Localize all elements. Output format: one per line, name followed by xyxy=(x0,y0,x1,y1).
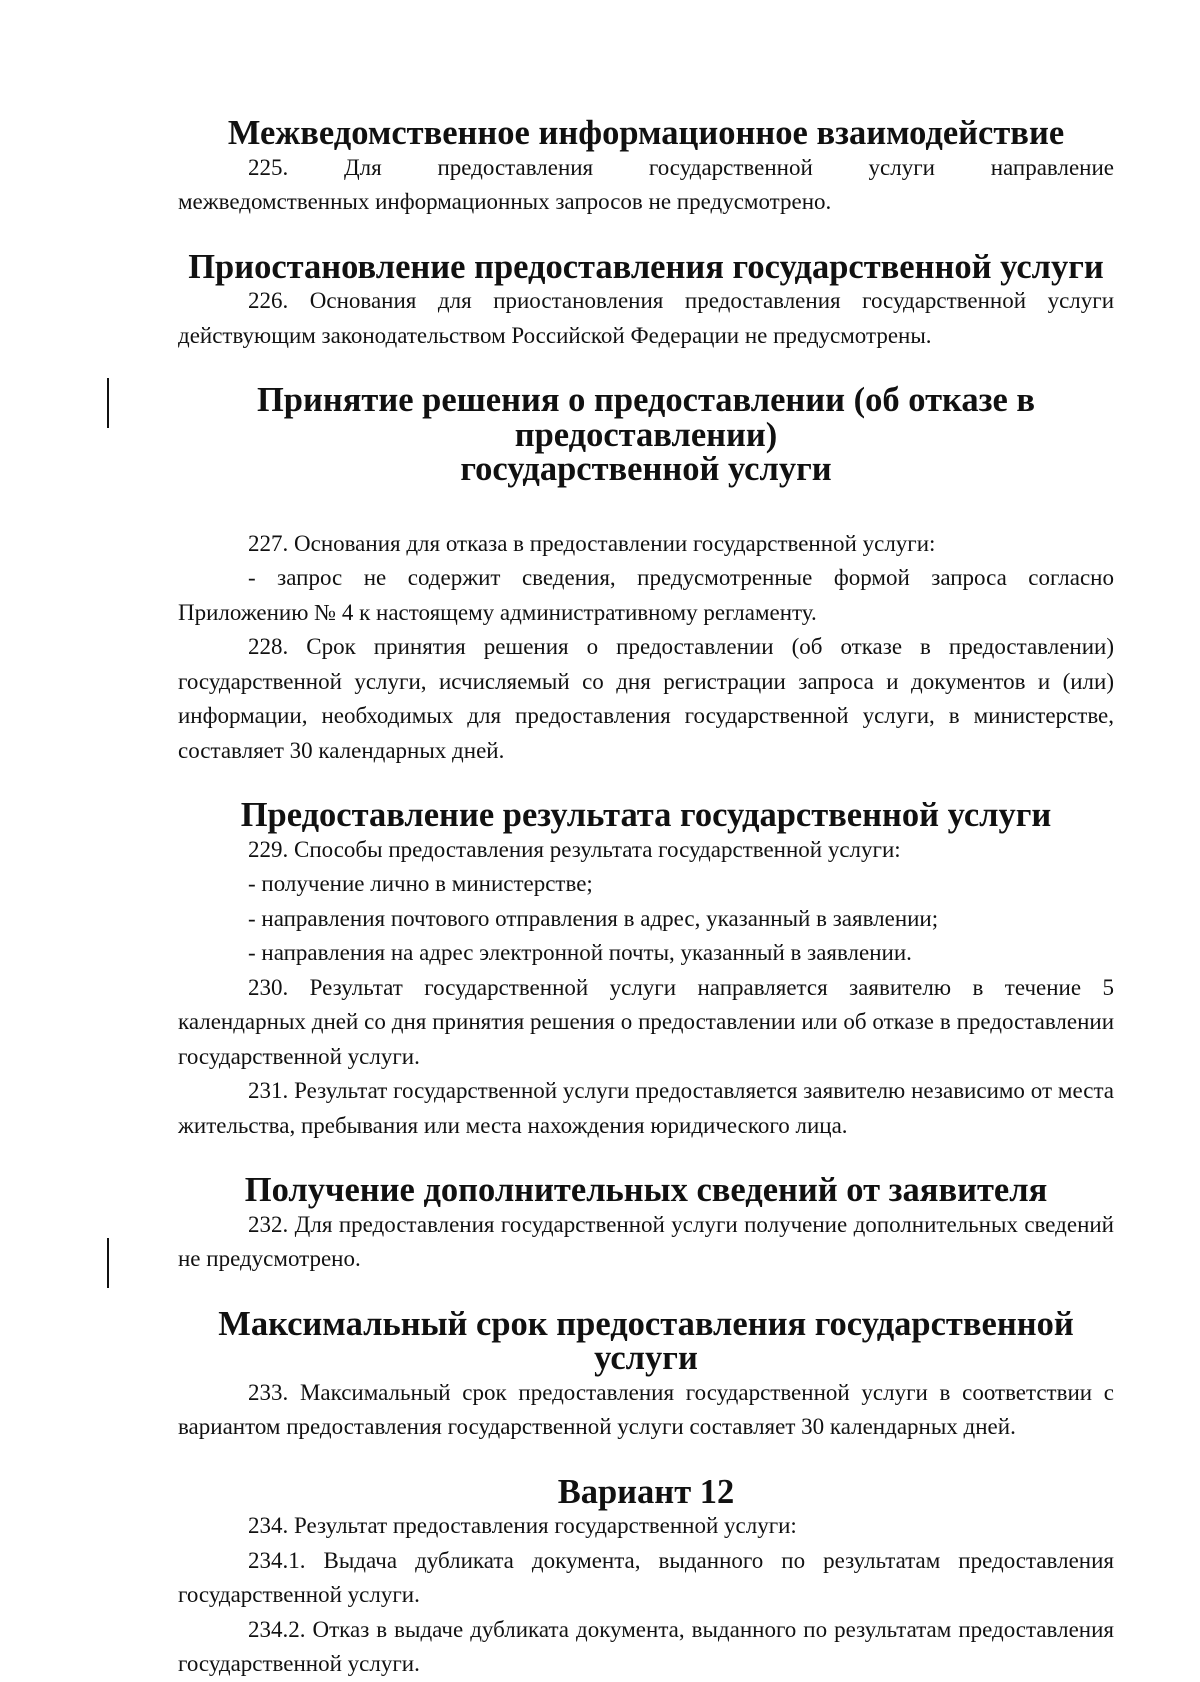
paragraph-234-2: 234.2. Отказ в выдаче дубликата документа, выданного по результатам предоставления государственной услуги. xyxy=(178,1616,1114,1676)
list-item-postal: - направления почтового отправления в адрес, указанный в заявлении; xyxy=(248,905,939,931)
section-heading-suspension: Приостановление предоставления государственной услуги xyxy=(188,247,1104,286)
paragraph-231: 231. Результат государственной услуги предоставляется заявителю независимо от места жительства, пребывания или места нахождения юридического лица. xyxy=(178,1078,1114,1138)
paragraph-230: 230. Результат государственной услуги направляется заявителю в течение 5 календарных дней со дня принятия решения о предоставлении или об отказе в предоставлении государственной услуги. xyxy=(178,974,1114,1069)
margin-change-bar xyxy=(107,1238,109,1288)
margin-change-bar xyxy=(107,378,109,428)
paragraph-229: 229. Способы предоставления результата государственной услуги: xyxy=(248,836,901,862)
list-item-email: - направления на адрес электронной почты, указанный в заявлении. xyxy=(248,940,912,965)
section-heading-result: Предоставление результата государственной услуги xyxy=(240,796,1052,834)
paragraph-228: 228. Срок принятия решения о предоставлении (об отказе в предоставлении) государственной услуги, исчисляемый со дня регистрации запроса и документов и (или) информации, необходимых для предоставления государственной услуги, в министерстве, составляет 30 календарных дней. xyxy=(178,634,1114,763)
section-heading-max-term: Максимальный срок предоставления государственной услуги xyxy=(218,1304,1074,1377)
list-item-in-person: - получение лично в министерстве; xyxy=(248,871,593,896)
paragraph-227: 227. Основания для отказа в предоставлении государственной услуги: xyxy=(248,530,936,556)
paragraph-234: 234. Результат предоставления государственной услуги: xyxy=(248,1513,797,1538)
paragraph-232: 232. Для предоставления государственной услуги получение дополнительных сведений не предусмотрено. xyxy=(178,1211,1114,1271)
paragraph-233: 233. Максимальный срок предоставления государственной услуги в соответствии с вариантом предоставления государственной услуги составляет 30 календарных дней. xyxy=(178,1379,1114,1439)
section-heading-decision-line1: Принятие решения о предоставлении (об отказе в предоставлении) xyxy=(256,381,1036,454)
section-heading-interagency: Межведомственное информационное взаимодействие xyxy=(227,114,1065,152)
paragraph-226: 226. Основания для приостановления предоставления государственной услуги действующим законодательством Российской Федерации не предусмотрены. xyxy=(178,288,1114,348)
section-heading-additional-info: Получение дополнительных сведений от заявителя xyxy=(244,1171,1048,1209)
paragraph-227-item: - запрос не содержит сведения, предусмотренные формой запроса согласно Приложению № 4 к настоящему административному регламенту. xyxy=(178,565,1114,625)
paragraph-225: 225. Для предоставления государственной услуги направление xyxy=(248,154,1114,180)
document-body xyxy=(178,116,1114,1682)
paragraph-225-cont: межведомственных информационных запросов не предусмотрено. xyxy=(178,189,832,214)
section-heading-decision xyxy=(178,383,1114,487)
section-heading-variant-12: Вариант 12 xyxy=(557,1472,735,1511)
section-heading-decision-line2: государственной услуги xyxy=(460,450,832,488)
paragraph-234-1: 234.1. Выдача дубликата документа, выданного по результатам предоставления государственной услуги. xyxy=(178,1547,1114,1607)
